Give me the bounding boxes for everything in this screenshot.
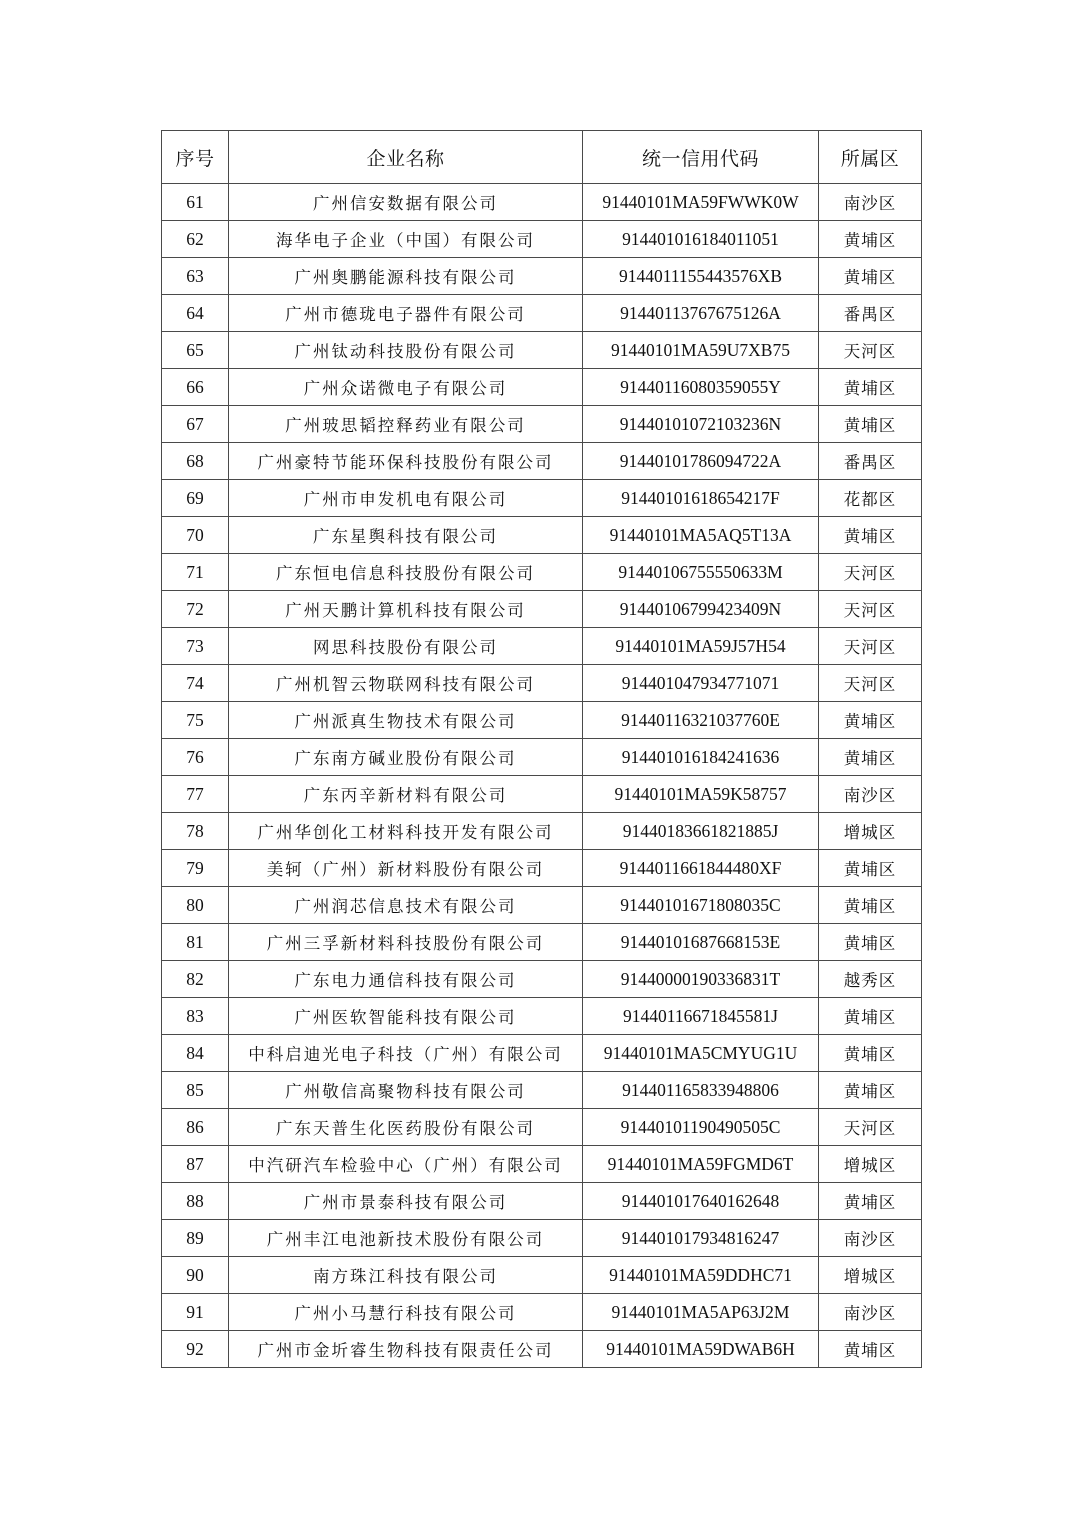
table-row bbox=[162, 332, 922, 369]
credit-code-cell: 91440101MA5AP63J2M bbox=[583, 1294, 819, 1331]
company-name-cell: 广东丙辛新材料有限公司 bbox=[229, 776, 583, 813]
table-row bbox=[162, 776, 922, 813]
credit-code-cell: 91440101MA59K58757 bbox=[583, 776, 819, 813]
row-index: 70 bbox=[162, 517, 229, 554]
company-name-cell: 网思科技股份有限公司 bbox=[229, 628, 583, 665]
district-cell: 黄埔区 bbox=[819, 850, 922, 887]
company-name-cell: 南方珠江科技有限公司 bbox=[229, 1257, 583, 1294]
credit-code-cell: 91440106799423409N bbox=[583, 591, 819, 628]
credit-code-cell: 91440101190490505C bbox=[583, 1109, 819, 1146]
credit-code-cell: 91440101MA59DDHC71 bbox=[583, 1257, 819, 1294]
table-row bbox=[162, 850, 922, 887]
district-cell: 天河区 bbox=[819, 1109, 922, 1146]
company-name-cell: 广州豪特节能环保科技股份有限公司 bbox=[229, 443, 583, 480]
credit-code-cell: 91440101MA59FWWK0W bbox=[583, 184, 819, 221]
table-row bbox=[162, 1072, 922, 1109]
credit-code-cell: 91440101MA5CMYUG1U bbox=[583, 1035, 819, 1072]
table-row bbox=[162, 443, 922, 480]
table-row bbox=[162, 258, 922, 295]
row-index: 78 bbox=[162, 813, 229, 850]
company-name-cell: 广州丰江电池新技术股份有限公司 bbox=[229, 1220, 583, 1257]
company-name-cell: 中科启迪光电子科技（广州）有限公司 bbox=[229, 1035, 583, 1072]
district-cell: 黄埔区 bbox=[819, 1331, 922, 1368]
table-row bbox=[162, 554, 922, 591]
district-cell: 天河区 bbox=[819, 591, 922, 628]
company-name-cell: 广东电力通信科技有限公司 bbox=[229, 961, 583, 998]
header-credit-code: 统一信用代码 bbox=[583, 131, 819, 184]
row-index: 88 bbox=[162, 1183, 229, 1220]
district-cell: 番禺区 bbox=[819, 443, 922, 480]
company-name-cell: 广州小马慧行科技有限公司 bbox=[229, 1294, 583, 1331]
row-index: 84 bbox=[162, 1035, 229, 1072]
company-name-cell: 广州市德珑电子器件有限公司 bbox=[229, 295, 583, 332]
credit-code-cell: 914401016184241636 bbox=[583, 739, 819, 776]
district-cell: 南沙区 bbox=[819, 776, 922, 813]
district-cell: 花都区 bbox=[819, 480, 922, 517]
table-row bbox=[162, 702, 922, 739]
credit-code-cell: 91440116321037760E bbox=[583, 702, 819, 739]
credit-code-cell: 91440106755550633M bbox=[583, 554, 819, 591]
table-row bbox=[162, 517, 922, 554]
company-name-cell: 广州奥鹏能源科技有限公司 bbox=[229, 258, 583, 295]
company-name-cell: 广州众诺微电子有限公司 bbox=[229, 369, 583, 406]
row-index: 68 bbox=[162, 443, 229, 480]
district-cell: 南沙区 bbox=[819, 184, 922, 221]
row-index: 67 bbox=[162, 406, 229, 443]
district-cell: 黄埔区 bbox=[819, 924, 922, 961]
company-name-cell: 中汽研汽车检验中心（广州）有限公司 bbox=[229, 1146, 583, 1183]
company-name-cell: 广东恒电信息科技股份有限公司 bbox=[229, 554, 583, 591]
table-row bbox=[162, 295, 922, 332]
company-name-cell: 广州玻思韬控释药业有限公司 bbox=[229, 406, 583, 443]
table-row bbox=[162, 591, 922, 628]
company-name-cell: 广州三孚新材料科技股份有限公司 bbox=[229, 924, 583, 961]
credit-code-cell: 9144011661844480XF bbox=[583, 850, 819, 887]
district-cell: 黄埔区 bbox=[819, 887, 922, 924]
credit-code-cell: 9144011155443576XB bbox=[583, 258, 819, 295]
company-name-cell: 广州敬信高聚物科技有限公司 bbox=[229, 1072, 583, 1109]
table-header bbox=[162, 131, 922, 184]
table-row bbox=[162, 1257, 922, 1294]
table-row bbox=[162, 887, 922, 924]
district-cell: 增城区 bbox=[819, 813, 922, 850]
header-index: 序号 bbox=[162, 131, 229, 184]
table-body bbox=[162, 184, 922, 1368]
table-row bbox=[162, 1146, 922, 1183]
row-index: 90 bbox=[162, 1257, 229, 1294]
credit-code-cell: 91440101MA5AQ5T13A bbox=[583, 517, 819, 554]
district-cell: 黄埔区 bbox=[819, 739, 922, 776]
company-name-cell: 广州华创化工材料科技开发有限公司 bbox=[229, 813, 583, 850]
credit-code-cell: 914401047934771071 bbox=[583, 665, 819, 702]
row-index: 62 bbox=[162, 221, 229, 258]
district-cell: 黄埔区 bbox=[819, 517, 922, 554]
company-name-cell: 广州市金圻睿生物科技有限责任公司 bbox=[229, 1331, 583, 1368]
credit-code-cell: 91440101618654217F bbox=[583, 480, 819, 517]
table-row bbox=[162, 628, 922, 665]
district-cell: 黄埔区 bbox=[819, 1072, 922, 1109]
table-row bbox=[162, 184, 922, 221]
district-cell: 南沙区 bbox=[819, 1220, 922, 1257]
district-cell: 黄埔区 bbox=[819, 406, 922, 443]
row-index: 80 bbox=[162, 887, 229, 924]
credit-code-cell: 91440101MA59DWAB6H bbox=[583, 1331, 819, 1368]
row-index: 73 bbox=[162, 628, 229, 665]
row-index: 74 bbox=[162, 665, 229, 702]
company-name-cell: 广州医软智能科技有限公司 bbox=[229, 998, 583, 1035]
district-cell: 番禺区 bbox=[819, 295, 922, 332]
credit-code-cell: 91440101072103236N bbox=[583, 406, 819, 443]
company-name-cell: 广州信安数据有限公司 bbox=[229, 184, 583, 221]
credit-code-cell: 91440101687668153E bbox=[583, 924, 819, 961]
table-row bbox=[162, 480, 922, 517]
credit-code-cell: 91440101MA59U7XB75 bbox=[583, 332, 819, 369]
company-name-cell: 广州润芯信息技术有限公司 bbox=[229, 887, 583, 924]
header-district: 所属区 bbox=[819, 131, 922, 184]
row-index: 86 bbox=[162, 1109, 229, 1146]
header-company-name: 企业名称 bbox=[229, 131, 583, 184]
table-row bbox=[162, 1220, 922, 1257]
company-name-cell: 美轲（广州）新材料股份有限公司 bbox=[229, 850, 583, 887]
company-name-cell: 广东天普生化医药股份有限公司 bbox=[229, 1109, 583, 1146]
row-index: 63 bbox=[162, 258, 229, 295]
district-cell: 天河区 bbox=[819, 628, 922, 665]
row-index: 65 bbox=[162, 332, 229, 369]
row-index: 89 bbox=[162, 1220, 229, 1257]
header-row bbox=[162, 131, 922, 184]
company-name-cell: 广州市景泰科技有限公司 bbox=[229, 1183, 583, 1220]
company-name-cell: 广州市申发机电有限公司 bbox=[229, 480, 583, 517]
district-cell: 增城区 bbox=[819, 1257, 922, 1294]
credit-code-cell: 914401016184011051 bbox=[583, 221, 819, 258]
district-cell: 黄埔区 bbox=[819, 702, 922, 739]
credit-code-cell: 914401017640162648 bbox=[583, 1183, 819, 1220]
credit-code-cell: 91440101786094722A bbox=[583, 443, 819, 480]
row-index: 69 bbox=[162, 480, 229, 517]
district-cell: 黄埔区 bbox=[819, 998, 922, 1035]
district-cell: 天河区 bbox=[819, 332, 922, 369]
company-name-cell: 广州天鹏计算机科技有限公司 bbox=[229, 591, 583, 628]
table-row bbox=[162, 369, 922, 406]
row-index: 64 bbox=[162, 295, 229, 332]
row-index: 72 bbox=[162, 591, 229, 628]
table-row bbox=[162, 1183, 922, 1220]
credit-code-cell: 91440116671845581J bbox=[583, 998, 819, 1035]
row-index: 71 bbox=[162, 554, 229, 591]
row-index: 76 bbox=[162, 739, 229, 776]
district-cell: 黄埔区 bbox=[819, 369, 922, 406]
row-index: 92 bbox=[162, 1331, 229, 1368]
district-cell: 黄埔区 bbox=[819, 1183, 922, 1220]
table-row bbox=[162, 998, 922, 1035]
district-cell: 黄埔区 bbox=[819, 221, 922, 258]
table-row bbox=[162, 1035, 922, 1072]
row-index: 77 bbox=[162, 776, 229, 813]
row-index: 82 bbox=[162, 961, 229, 998]
row-index: 61 bbox=[162, 184, 229, 221]
table-row bbox=[162, 1294, 922, 1331]
district-cell: 越秀区 bbox=[819, 961, 922, 998]
table-row bbox=[162, 739, 922, 776]
row-index: 79 bbox=[162, 850, 229, 887]
row-index: 85 bbox=[162, 1072, 229, 1109]
row-index: 91 bbox=[162, 1294, 229, 1331]
company-name-cell: 广州机智云物联网科技有限公司 bbox=[229, 665, 583, 702]
credit-code-cell: 91440116080359055Y bbox=[583, 369, 819, 406]
table-row bbox=[162, 924, 922, 961]
company-name-cell: 广东南方碱业股份有限公司 bbox=[229, 739, 583, 776]
company-name-cell: 广州派真生物技术有限公司 bbox=[229, 702, 583, 739]
row-index: 75 bbox=[162, 702, 229, 739]
district-cell: 黄埔区 bbox=[819, 1035, 922, 1072]
table-row bbox=[162, 961, 922, 998]
table-row bbox=[162, 813, 922, 850]
credit-code-cell: 914401165833948806 bbox=[583, 1072, 819, 1109]
credit-code-cell: 91440183661821885J bbox=[583, 813, 819, 850]
company-name-cell: 海华电子企业（中国）有限公司 bbox=[229, 221, 583, 258]
credit-code-cell: 91440101MA59J57H54 bbox=[583, 628, 819, 665]
credit-code-cell: 91440101MA59FGMD6T bbox=[583, 1146, 819, 1183]
company-list-table bbox=[161, 130, 922, 1368]
district-cell: 南沙区 bbox=[819, 1294, 922, 1331]
district-cell: 天河区 bbox=[819, 665, 922, 702]
table-row bbox=[162, 1331, 922, 1368]
credit-code-cell: 91440113767675126A bbox=[583, 295, 819, 332]
district-cell: 增城区 bbox=[819, 1146, 922, 1183]
row-index: 66 bbox=[162, 369, 229, 406]
table-row bbox=[162, 665, 922, 702]
district-cell: 天河区 bbox=[819, 554, 922, 591]
row-index: 81 bbox=[162, 924, 229, 961]
company-name-cell: 广州钛动科技股份有限公司 bbox=[229, 332, 583, 369]
row-index: 83 bbox=[162, 998, 229, 1035]
company-name-cell: 广东星舆科技有限公司 bbox=[229, 517, 583, 554]
table-row bbox=[162, 221, 922, 258]
table-row bbox=[162, 1109, 922, 1146]
table-row bbox=[162, 406, 922, 443]
credit-code-cell: 91440000190336831T bbox=[583, 961, 819, 998]
district-cell: 黄埔区 bbox=[819, 258, 922, 295]
credit-code-cell: 91440101671808035C bbox=[583, 887, 819, 924]
row-index: 87 bbox=[162, 1146, 229, 1183]
credit-code-cell: 914401017934816247 bbox=[583, 1220, 819, 1257]
